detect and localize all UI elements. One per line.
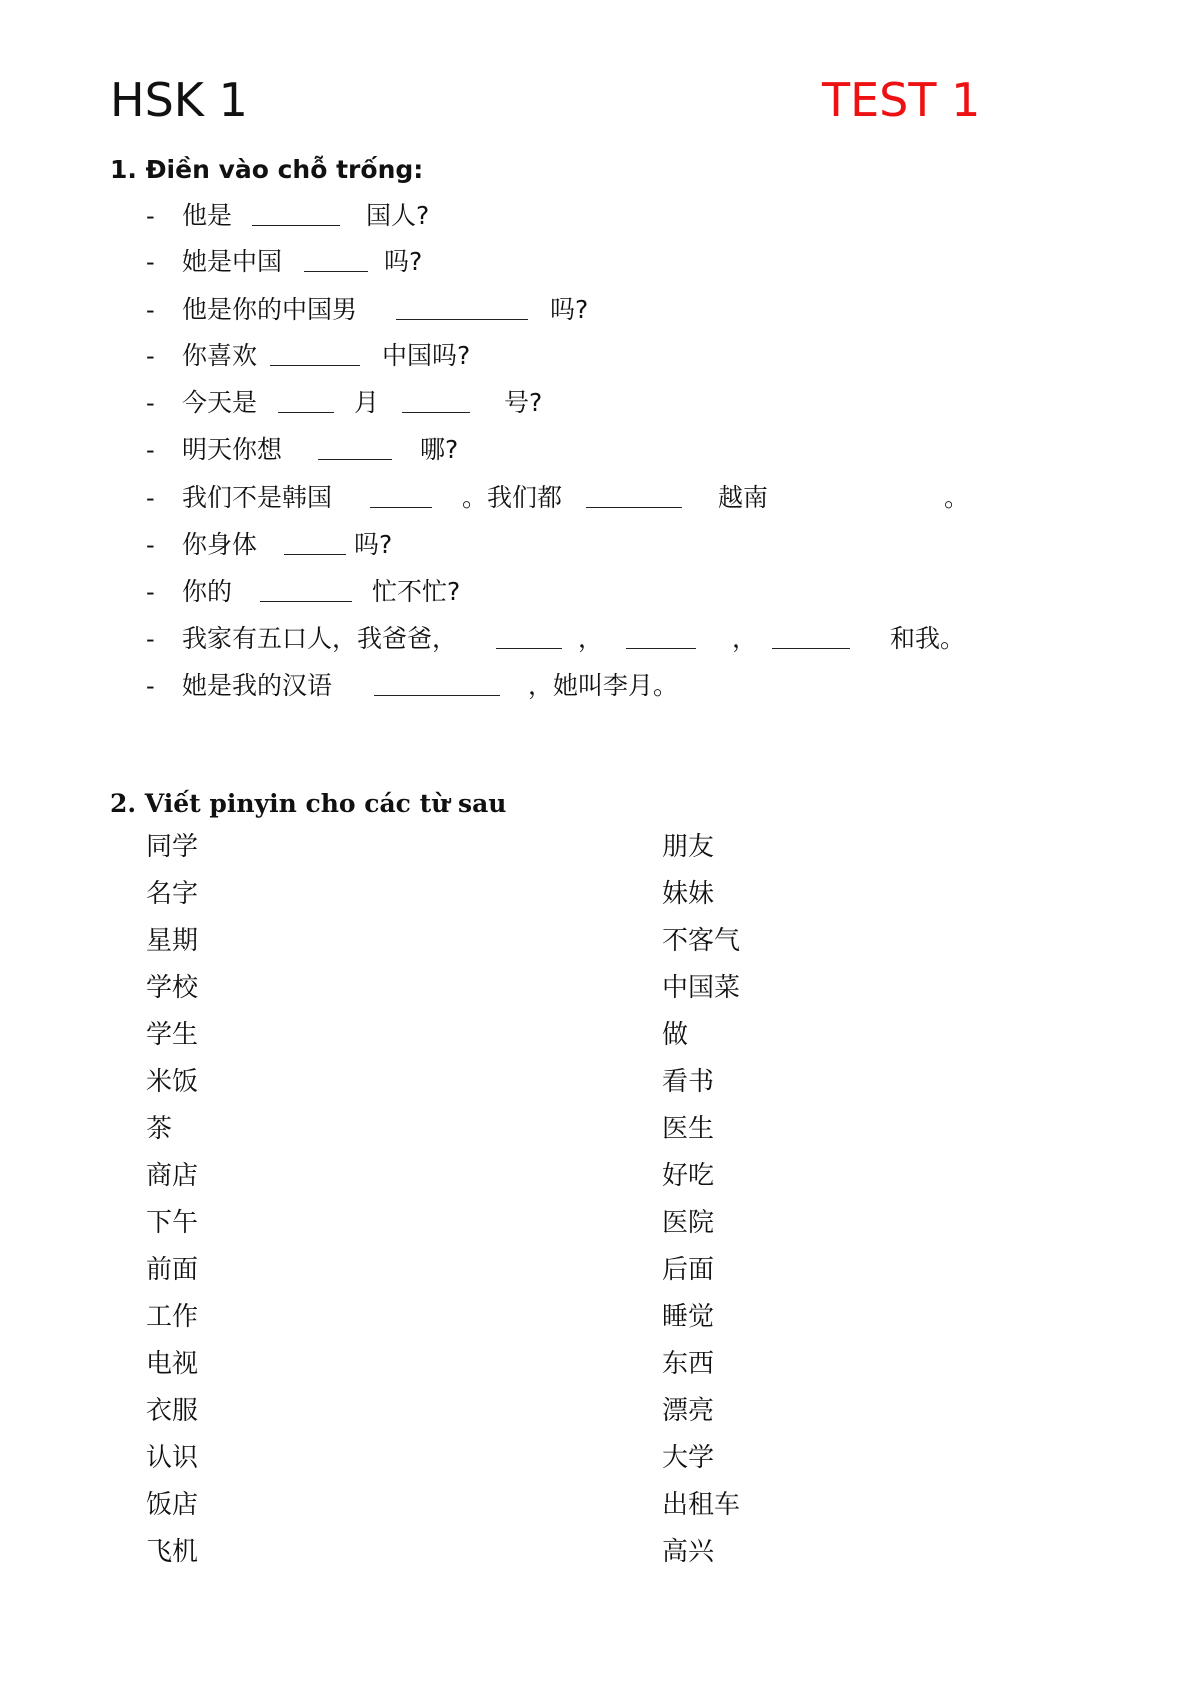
fill-in-item — [0, 336, 1200, 376]
word-left: 饭店 — [146, 1490, 199, 1520]
item-text: 今天是 — [182, 388, 258, 417]
bullet-dash: - — [146, 202, 155, 230]
word-right: 中国菜 — [662, 973, 741, 1003]
fill-in-item — [0, 383, 1200, 423]
item-text: 。 — [944, 483, 970, 512]
item-text: 和我。 — [890, 624, 966, 653]
word-right: 好吃 — [662, 1161, 715, 1191]
word-right: 医院 — [662, 1208, 715, 1238]
fill-in-item — [0, 430, 1200, 470]
item-text: 国人? — [366, 201, 430, 230]
answer-blank[interactable] — [586, 507, 682, 508]
item-text: 越南 — [718, 483, 769, 512]
level-title: HSK 1 — [110, 73, 248, 127]
bullet-dash: - — [146, 484, 155, 512]
fill-in-item — [0, 572, 1200, 612]
bullet-dash: - — [146, 672, 155, 700]
item-text: 他是你的中国男 — [182, 295, 358, 324]
fill-in-item — [0, 619, 1200, 659]
item-text: 他是 — [182, 201, 233, 230]
item-text: 我们不是韩国 — [182, 483, 333, 512]
word-left: 名字 — [146, 879, 199, 909]
word-left: 米饭 — [146, 1067, 199, 1097]
item-text: 号? — [504, 388, 543, 417]
bullet-dash: - — [146, 342, 155, 370]
fill-in-item — [0, 196, 1200, 236]
word-right: 漂亮 — [662, 1396, 715, 1426]
word-left: 商店 — [146, 1161, 199, 1191]
word-left: 飞机 — [146, 1537, 199, 1567]
bullet-dash: - — [146, 389, 155, 417]
fill-in-item — [0, 290, 1200, 330]
fill-in-item — [0, 478, 1200, 518]
answer-blank[interactable] — [304, 271, 368, 272]
fill-in-item — [0, 525, 1200, 565]
bullet-dash: - — [146, 248, 155, 276]
answer-blank[interactable] — [278, 412, 334, 413]
word-right: 大学 — [662, 1443, 715, 1473]
answer-blank[interactable] — [374, 695, 500, 696]
answer-blank[interactable] — [402, 412, 470, 413]
item-text: 她是中国 — [182, 247, 283, 276]
word-right: 后面 — [662, 1255, 715, 1285]
item-text: 。我们都 — [462, 483, 563, 512]
item-text: 你的 — [182, 577, 233, 606]
item-text: 她是我的汉语 — [182, 671, 333, 700]
answer-blank[interactable] — [252, 225, 340, 226]
word-right: 不客气 — [662, 926, 741, 956]
answer-blank[interactable] — [370, 507, 432, 508]
item-text: 吗? — [384, 247, 423, 276]
word-left: 电视 — [146, 1349, 199, 1379]
answer-blank[interactable] — [626, 648, 696, 649]
word-right: 做 — [662, 1020, 689, 1050]
item-text: ， — [578, 624, 604, 653]
answer-blank[interactable] — [318, 459, 392, 460]
item-text: ，她叫李月。 — [528, 671, 679, 700]
fill-in-item — [0, 242, 1200, 282]
word-left: 学生 — [146, 1020, 199, 1050]
answer-blank[interactable] — [396, 319, 528, 320]
bullet-dash: - — [146, 625, 155, 653]
bullet-dash: - — [146, 578, 155, 606]
item-text: 月 — [354, 388, 380, 417]
item-text: ， — [732, 624, 758, 653]
item-text: 明天你想 — [182, 435, 283, 464]
item-text: 吗? — [354, 530, 393, 559]
item-text: 吗? — [550, 295, 589, 324]
item-text: 你身体 — [182, 530, 258, 559]
answer-blank[interactable] — [270, 365, 360, 366]
item-text: 你喜欢 — [182, 341, 258, 370]
word-right: 医生 — [662, 1114, 715, 1144]
bullet-dash: - — [146, 296, 155, 324]
word-left: 同学 — [146, 832, 199, 862]
test-title: TEST 1 — [822, 73, 981, 127]
word-left: 前面 — [146, 1255, 199, 1285]
fill-in-item — [0, 666, 1200, 706]
word-left: 茶 — [146, 1114, 173, 1144]
word-left: 星期 — [146, 926, 199, 956]
item-text: 中国吗? — [382, 341, 471, 370]
answer-blank[interactable] — [772, 648, 850, 649]
item-text: 忙不忙? — [372, 577, 461, 606]
word-right: 妹妹 — [662, 879, 715, 909]
word-right: 高兴 — [662, 1537, 715, 1567]
word-left: 学校 — [146, 973, 199, 1003]
word-left: 衣服 — [146, 1396, 199, 1426]
document-header — [110, 70, 990, 130]
word-right: 看书 — [662, 1067, 715, 1097]
bullet-dash: - — [146, 436, 155, 464]
bullet-dash: - — [146, 531, 155, 559]
word-left: 工作 — [146, 1302, 199, 1332]
answer-blank[interactable] — [284, 554, 346, 555]
word-right: 朋友 — [662, 832, 715, 862]
word-left: 认识 — [146, 1443, 199, 1473]
word-left: 下午 — [146, 1208, 199, 1238]
item-text: 哪? — [420, 435, 459, 464]
section-1-heading: 1. Điền vào chỗ trống: — [110, 155, 424, 184]
word-right: 东西 — [662, 1349, 715, 1379]
item-text: 我家有五口人，我爸爸， — [182, 624, 458, 653]
answer-blank[interactable] — [260, 601, 352, 602]
word-right: 睡觉 — [662, 1302, 715, 1332]
answer-blank[interactable] — [496, 648, 562, 649]
section-2-heading: 2. Viết pinyin cho các từ sau — [110, 789, 507, 818]
word-right: 出租车 — [662, 1490, 741, 1520]
